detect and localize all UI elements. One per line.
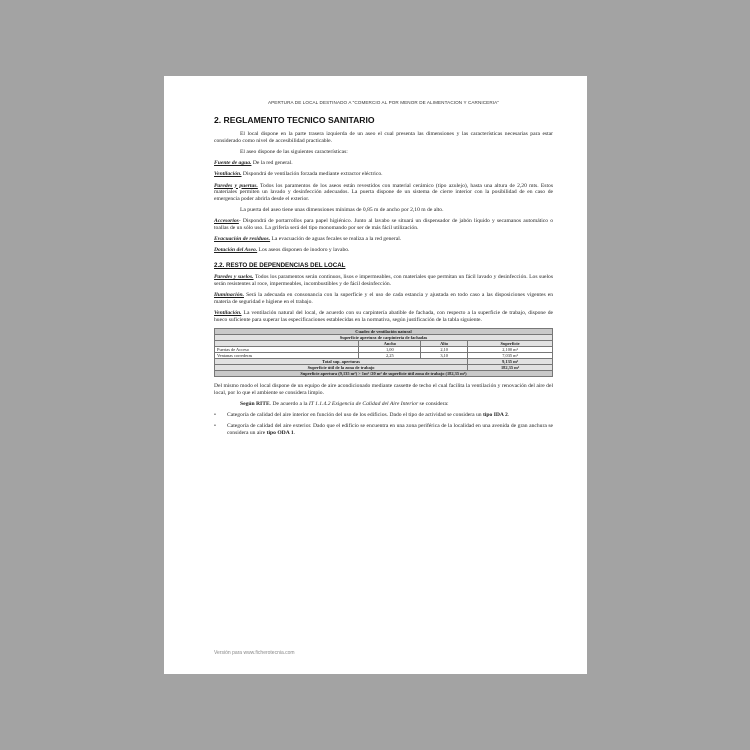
table-header-superficie: Superficie: [468, 340, 553, 346]
table-total-value: 9,135 m²: [468, 358, 553, 364]
bullet-list: [214, 412, 553, 437]
paragraph-text: Será la adecuada en consonancia con la superficie y el uso de cada estancia y ajustada en todo caso a las disposiciones vigentes en materia de seguridad e higiene en el trabajo.: [214, 292, 553, 305]
table-cell-name: Ventanas correderas: [215, 352, 359, 358]
list-item-text: Categoría de calidad del aire interior en función del uso de los edificios. Dado el tipo de actividad se considera un: [227, 411, 483, 418]
paragraph-paredes: [214, 183, 553, 203]
bullet-icon: •: [214, 411, 216, 418]
paragraph-evacuacion: [214, 236, 553, 243]
list-item-end: .: [507, 411, 510, 418]
table-util-label: Superficie útil de la zona de trabajo: [215, 364, 468, 370]
table-header-alto: Alto: [421, 340, 468, 346]
lead-label: Paredes y suelos.: [214, 274, 254, 281]
paragraph-text: - Dispondrá de portarrollos para papel higiénico. Junto al lavabo se situará un dispensador de jabón líquido y secamanos automático o toallas de un sólo uso. La grifería será del tipo monomando por ser de más fácil utilización.: [214, 218, 553, 232]
lead-label: Ventilación.: [214, 171, 242, 178]
paragraph-dotacion: [214, 247, 553, 254]
rite-text: se considera:: [418, 400, 449, 407]
table-cell-superficie: 2,100 m²: [468, 346, 553, 352]
rite-text: . De acuerdo a la: [269, 400, 309, 407]
list-item-text: Categoría de calidad del aire exterior. Dado que el edificio se encuentra en una zona periférica de la localidad en una avenida de gran anchura se considera un aire: [227, 423, 553, 436]
paragraph-text: Los aseos disponen de inodoro y lavabo.: [257, 247, 350, 254]
table-cell-alto: 3,10: [421, 352, 468, 358]
paragraph-rite: [214, 401, 553, 408]
paragraph-text: La ventilación natural del local, de acuerdo con su carpintería abatible de fachada, con respecto a la superficie de trabajo, dispone de hueco suficiente para superar las especificaciones establecidas en la normativa, según justificación de la tabla siguiente.: [214, 309, 553, 323]
paragraph: El local dispone en la parte trasera izquierda de un aseo el cual presenta las dimensiones y las características necesarias para estar considerado como nivel de accesibilidad practicable.: [214, 131, 553, 144]
table-check-text: Superficie apertura (9,135 m²) > 1m² /20 m² de superficie útil zona de trabajo (182,35 m²): [215, 370, 553, 376]
table-total-label: Total sup. aperturas: [215, 358, 468, 364]
document-page: [164, 76, 587, 674]
paragraph-ventilacion: [214, 171, 553, 178]
lead-label: Dotación del Aseo.: [214, 247, 258, 254]
lead-label: Evacuación de residuos.: [214, 236, 271, 243]
bullet-icon: •: [214, 423, 216, 430]
rite-label: Según RITE: [240, 400, 270, 407]
table-cell-ancho: 1,00: [359, 346, 421, 352]
paragraph-text: Todos los paramentos de los aseos están revestidos con material cerámico (tipo azulejo), hasta una altura de 2,20 mts. Estos materiales permiten un lavado y desinfección adecuados. La puerta dispone de un sistema de cierre interior con la posibilidad de en caso de emergencia poder abrirla desde el exterior.: [214, 182, 554, 202]
subsection-heading: 2.2. RESTO DE DEPENDENCIAS DEL LOCAL: [214, 262, 346, 270]
table-cell-name: Puertas de Acceso: [215, 346, 359, 352]
rite-reference: IT 1.1.4.2 Exigencia de Calidad del Aire Interior: [308, 400, 419, 407]
list-item-bold: tipo ODA 1: [266, 429, 294, 436]
lead-label: Iluminación.: [214, 292, 244, 299]
paragraph-text: La evacuación de aguas fecales se realiza a la red general.: [270, 236, 402, 243]
table-check-row: [215, 370, 553, 376]
table-cell-ancho: 2,25: [359, 352, 421, 358]
paragraph-iluminacion: [214, 292, 553, 305]
running-header: APERTURA DE LOCAL DESTINADO A "COMERCIO AL POR MENOR DE ALIMENTACION Y CARNICERIA": [267, 100, 500, 105]
list-item: [214, 412, 553, 419]
paragraph: La puerta del aseo tiene unas dimensiones mínimas de 0,85 m de ancho por 2,10 m de alto.: [240, 207, 444, 214]
paragraph-text: Todos los paramentos serán continuos, lisos e impermeables, con materiales que permitan un fácil lavado y desinfección. Los suelos serán resistentes al roce, impermeables, incombustibles y de fácil desinfección.: [214, 274, 554, 287]
paragraph-fuente: [214, 160, 553, 167]
list-item-end: .: [293, 429, 296, 436]
paragraph-text: Dispondrá de ventilación forzada mediante extractor eléctrico.: [241, 171, 383, 178]
list-item: [214, 423, 553, 436]
table-util-value: 182,35 m²: [468, 364, 553, 370]
section-heading: 2. REGLAMENTO TECNICO SANITARIO: [214, 115, 375, 125]
lead-label: Paredes y puertas.: [214, 182, 258, 189]
paragraph-aire: Del mismo modo el local dispone de un equipo de aire acondicionado mediante cassette de techo el cual facilita la ventilación y renovación del aire del local, por lo que el ambiente se considera limpio.: [214, 382, 553, 396]
paragraph-text: De la red general.: [251, 160, 293, 167]
table-cell-alto: 2,10: [421, 346, 468, 352]
table-subtitle: Superficie apertura de carpintería de fachadas: [215, 334, 553, 340]
table-cell-superficie: 7,035 m²: [468, 352, 553, 358]
paragraph-accesorios: [214, 218, 553, 231]
lead-label: Ventilación.: [214, 309, 242, 316]
paragraph-paredes-suelos: [214, 274, 553, 287]
lead-label: Accesorios: [214, 218, 239, 225]
page-footer: Versión para www.ficherotecnia.com: [214, 650, 295, 656]
table-header-ancho: Ancho: [359, 340, 421, 346]
ventilation-table: [214, 328, 553, 377]
table-title: Cuadro de ventilación natural: [215, 328, 553, 334]
lead-label: Fuente de agua.: [214, 160, 252, 167]
paragraph: El aseo dispone de las siguientes características:: [240, 148, 348, 155]
list-item-bold: tipo IDA 2: [482, 411, 508, 418]
paragraph-ventilacion-natural: [214, 310, 553, 323]
